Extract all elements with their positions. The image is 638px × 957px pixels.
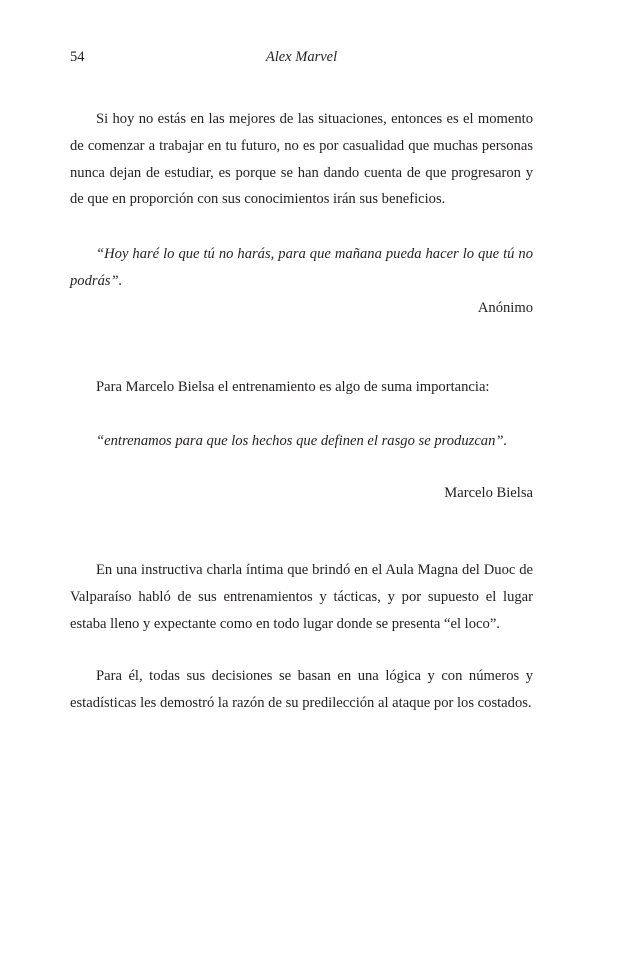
page-header <box>70 49 533 71</box>
running-title: Alex Marvel <box>265 49 338 65</box>
paragraph-charla: En una instructiva charla íntima que brindó en el Aula Magna del Duoc de Valparaíso habló de sus entrenamientos y tácticas, y por supuesto el lugar estaba lleno y expectante como en todo lugar donde se presenta “el loco”. <box>70 561 533 632</box>
page-body <box>70 106 533 717</box>
paragraph-bielsa-intro: Para Marcelo Bielsa el entrenamiento es algo de suma importancia: <box>96 378 490 395</box>
quote-bielsa: “entrenamos para que los hechos que definen el rasgo se produzcan”. <box>96 433 508 450</box>
quote-anonimo: “Hoy haré lo que tú no harás, para que mañana pueda hacer lo que tú no podrás”. <box>70 246 533 289</box>
paragraph-intro: Si hoy no estás en las mejores de las situaciones, entonces es el momento de comenzar a trabajar en tu futuro, no es por casualidad que muchas personas nunca dejan de estudiar, es porque se han dando cuenta de que progresaron y de que en proporción con sus conocimientos irán sus beneficios. <box>70 111 533 208</box>
quote-attribution-anonimo: Anónimo <box>477 299 533 316</box>
page-number: 54 <box>70 49 85 65</box>
quote-attribution-bielsa: Marcelo Bielsa <box>444 485 533 502</box>
paragraph-decisiones: Para él, todas sus decisiones se basan en una lógica y con números y estadísticas les demostró la razón de su predilección al ataque por los costados. <box>70 668 533 712</box>
